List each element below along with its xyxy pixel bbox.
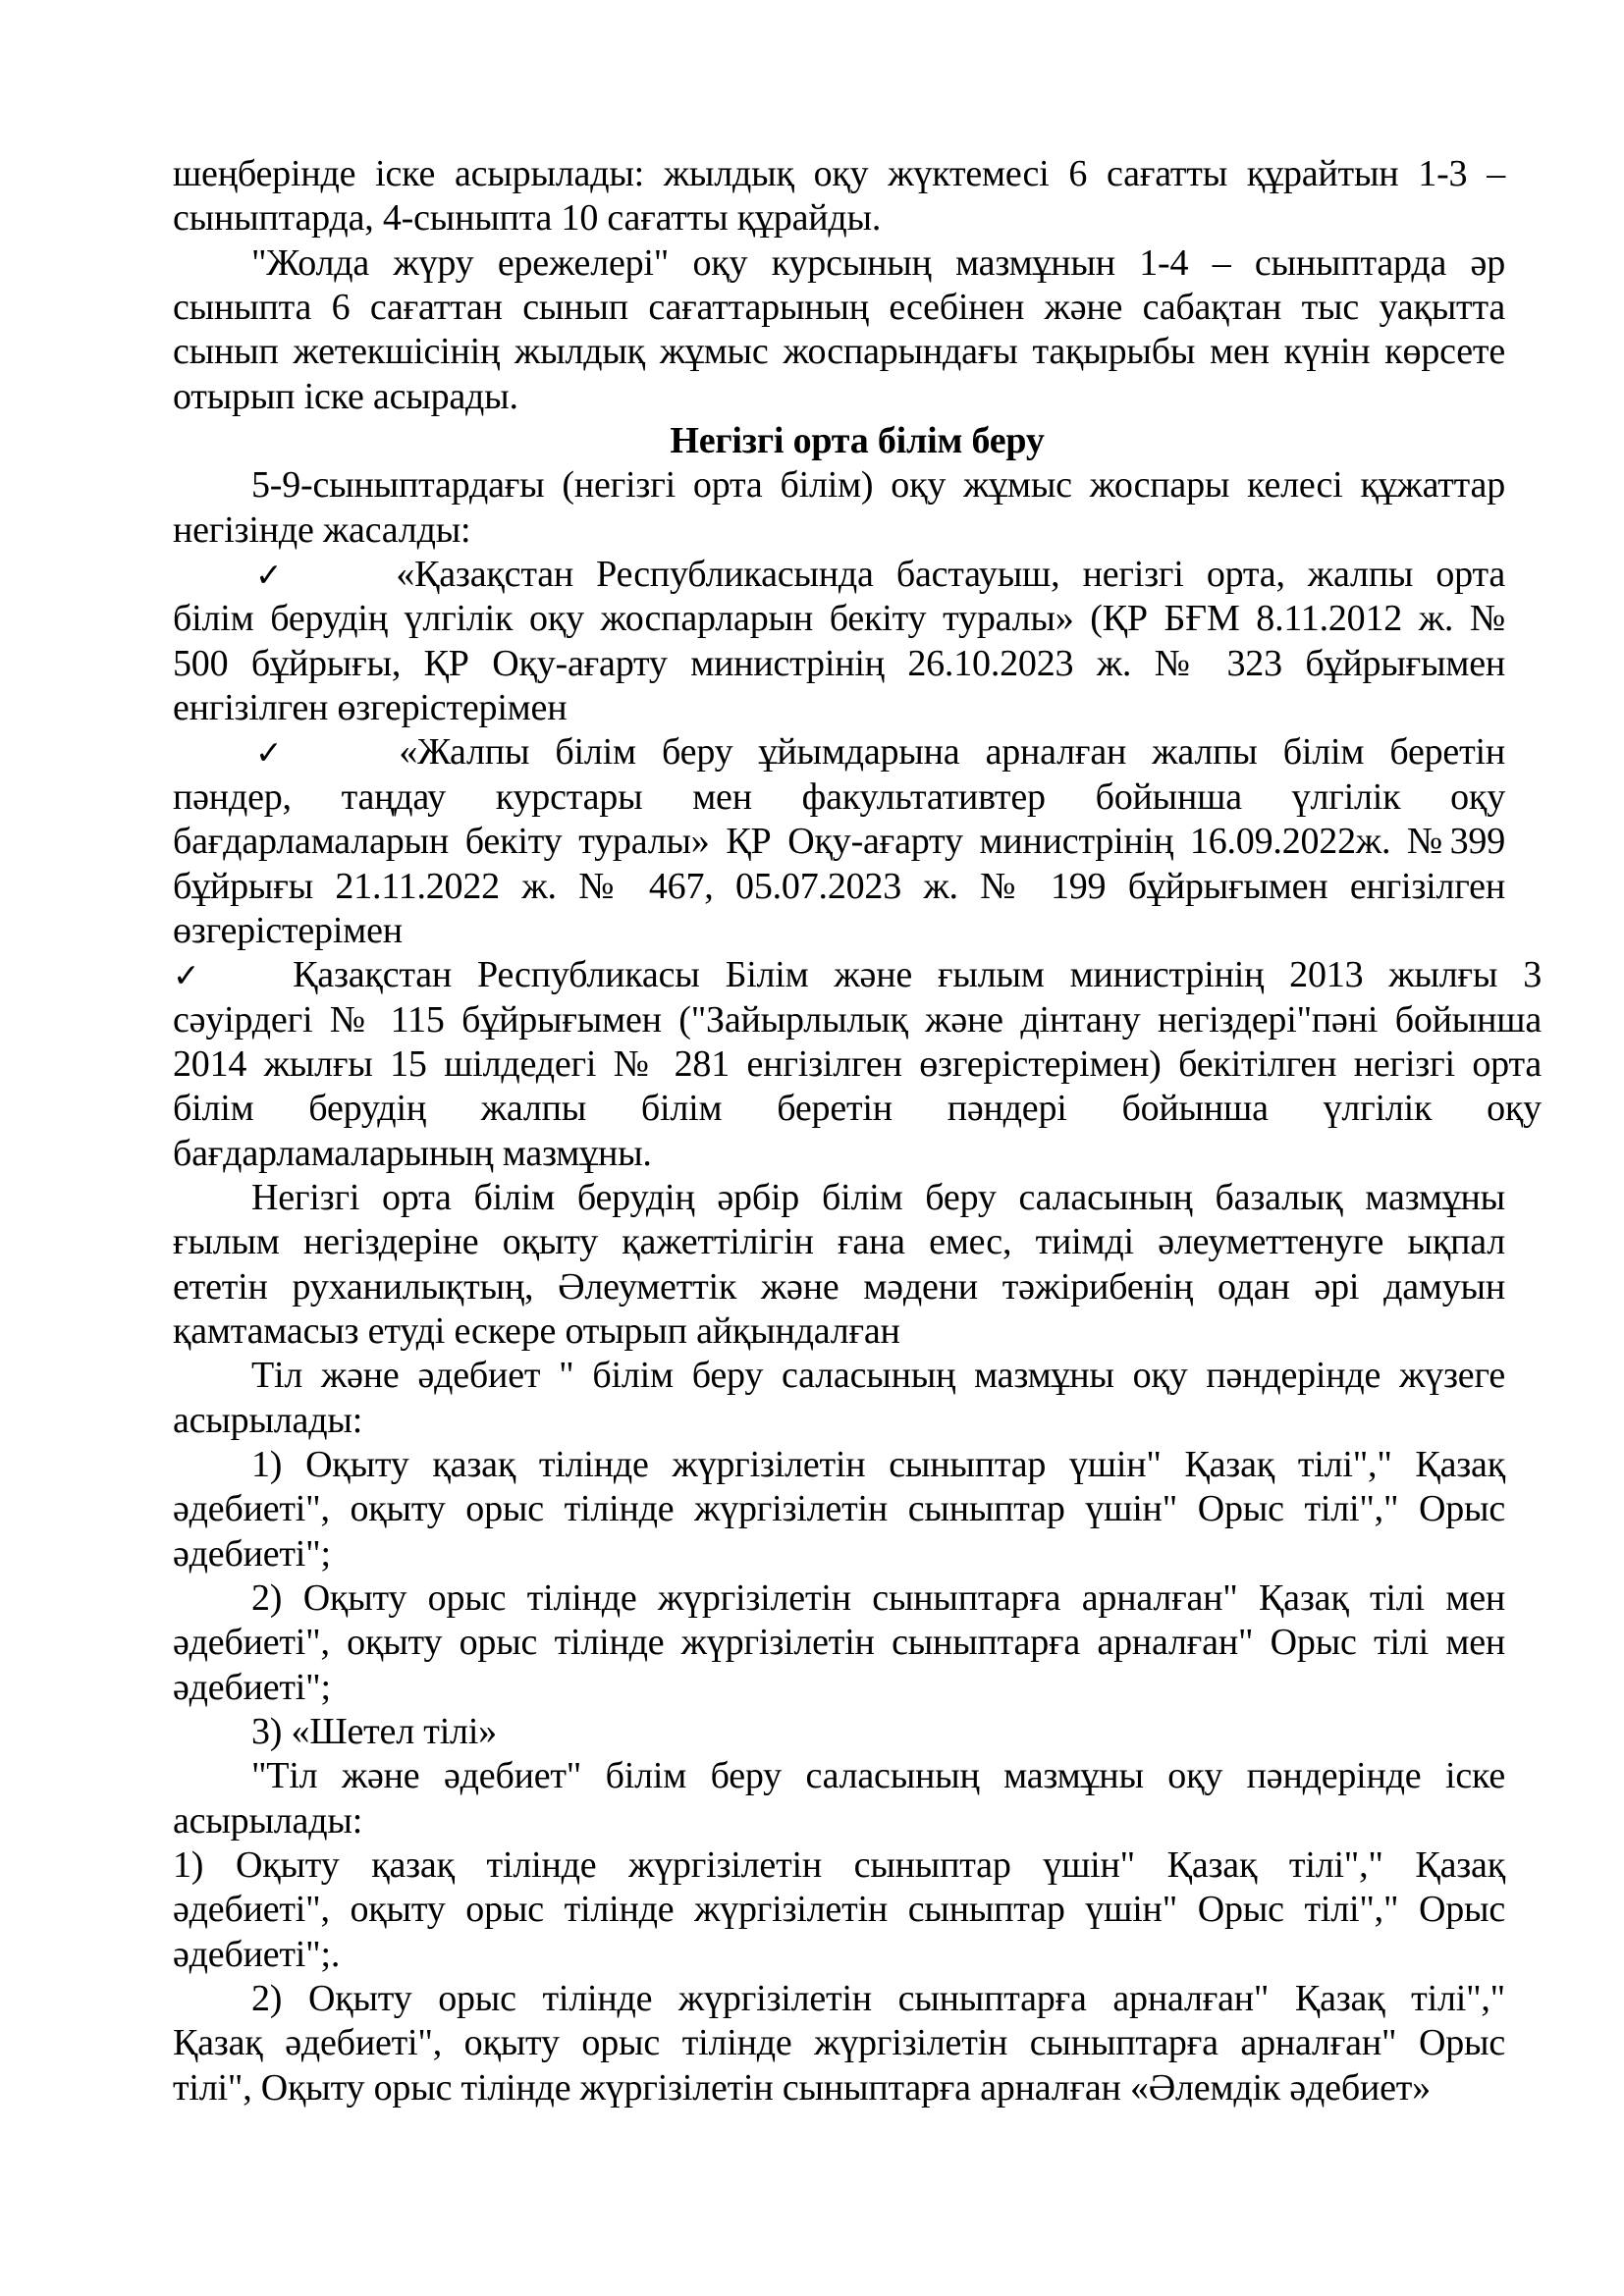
section-heading: Негізгі орта білім беру xyxy=(670,420,1045,462)
text-line: ететін руханилықтың, Әлеуметтік және мәдени тәжірибенің одан әрі дамуын xyxy=(173,1265,1505,1308)
checkmark-icon: ✓ xyxy=(255,556,297,595)
text-line: асырылады: xyxy=(173,1399,363,1441)
text-line: "Жолда жүру ережелері" оқу курсының мазмұнын 1-4 – сыныптарда әр xyxy=(251,241,1505,284)
checklist-item: ✓ «Қазақстан Республикасында бастауыш, негізгі орта, жалпы орта xyxy=(255,554,1505,596)
text-line: Негізгі орта білім берудің әрбір білім беру саласының базалық мазмұны xyxy=(251,1176,1505,1218)
text-line: асырылады: xyxy=(173,1799,363,1842)
text-line: әдебиеті";. xyxy=(173,1933,341,1975)
text-line: 5-9-сыныптардағы (негізгі орта білім) оқу жұмыс жоспары келесі құжаттар xyxy=(251,464,1505,507)
text-line: 3) «Шетел тілі» xyxy=(251,1711,497,1753)
text-line: 1) Оқыту қазақ тілінде жүргізілетін сыныптар үшін" Қазақ тілі"," Қазақ xyxy=(251,1443,1505,1485)
text-line: бағдарламаларын бекіту туралы» ҚР Оқу-ағарту министрінің 16.09.2022ж. №399 xyxy=(173,821,1505,863)
text-line: білім берудің үлгілік оқу жоспарларын бекіту туралы» (ҚР БҒМ 8.11.2012 ж. № xyxy=(173,598,1505,640)
text-line: 2) Оқыту орыс тілінде жүргізілетін сыныптарға арналған" Қазақ тілі"," xyxy=(251,1978,1505,2020)
text-line: сыныптарда, 4-сыныпта 10 сағатты құрайды. xyxy=(173,197,882,240)
text-line: бағдарламаларының мазмұны. xyxy=(173,1132,652,1174)
text-line: отырып іске асырады. xyxy=(173,375,518,417)
text-line: сынып жетекшісінің жылдық жұмыс жоспарындағы тақырыбы мен күнін көрсете xyxy=(173,331,1505,373)
text-line: пәндер, таңдау курстары мен факультативтер бойынша үлгілік оқу xyxy=(173,775,1505,818)
tab-space xyxy=(298,763,399,764)
text-line: Тіл және әдебиет " білім беру саласының мазмұны оқу пәндерінде жүзеге xyxy=(251,1355,1505,1397)
text-line: енгізілген өзгерістерімен xyxy=(173,687,568,729)
text-line: шеңберінде іске асырылады: жылдық оқу жүктемесі 6 сағатты құрайтын 1-3 – xyxy=(173,153,1505,194)
text-line: әдебиеті", оқыту орыс тілінде жүргізілетін сыныптар үшін" Орыс тілі"," Орыс xyxy=(173,1488,1505,1530)
text-line: ғылым негіздеріне оқыту қажеттілігін ғана емес, тиімді әлеуметтенуге ықпал xyxy=(173,1221,1505,1263)
text-line: әдебиеті", оқыту орыс тілінде жүргізілетін сыныптар үшін" Орыс тілі"," Орыс xyxy=(173,1889,1505,1931)
checkmark-icon: ✓ xyxy=(255,733,299,773)
text-line: әдебиеті"; xyxy=(173,1666,331,1708)
text-line: "Тіл және әдебиет" білім беру саласының мазмұны оқу пәндерінде іске xyxy=(251,1755,1505,1797)
text-line: 2014 жылғы 15 шілдедегі № 281 енгізілген өзгерістерімен) бекітілген негізгі орта xyxy=(173,1042,1542,1085)
text-line: сәуірдегі № 115 бұйрығымен ("Зайырлылық және дінтану негіздері"пәні бойынша xyxy=(173,998,1542,1041)
text-line: тілі", Оқыту орыс тілінде жүргізілетін сыныптарға арналған «Әлемдік әдебиет» xyxy=(173,2066,1431,2109)
text-line: сыныпта 6 сағаттан сынып сағаттарының есебінен және сабақтан тыс уақытта xyxy=(173,287,1505,329)
text-line: Қазақ әдебиеті", оқыту орыс тілінде жүргізілетін сыныптарға арналған" Орыс xyxy=(173,2022,1505,2064)
text-line: әдебиеті", оқыту орыс тілінде жүргізілетін сыныптарға арналған" Орыс тілі мен xyxy=(173,1622,1505,1664)
text-line: 500 бұйрығы, ҚР Оқу-ағарту министрінің 26.10.2023 ж. № 323 бұйрығымен xyxy=(173,642,1505,684)
text-line: әдебиеті"; xyxy=(173,1532,331,1575)
checkmark-icon: ✓ xyxy=(173,956,217,995)
text-line: қамтамасыз етуді ескере отырып айқындалған xyxy=(173,1309,900,1352)
text-line: 2) Оқыту орыс тілінде жүргізілетін сыныптарға арналған" Қазақ тілі мен xyxy=(251,1577,1505,1619)
text-line: бұйрығы 21.11.2022 ж. № 467, 05.07.2023 ж. № 199 бұйрығымен енгізілген xyxy=(173,865,1505,907)
checklist-item: ✓ Қазақстан Республикасы Білім және ғылым министрінің 2013 жылғы 3 xyxy=(173,954,1543,996)
checklist-item: ✓ «Жалпы білім беру ұйымдарына арналған жалпы білім беретін xyxy=(255,731,1506,774)
text-line: білім берудің жалпы білім беретін пәндері бойынша үлгілік оқу xyxy=(173,1088,1542,1130)
document-body xyxy=(173,152,1542,2110)
text-line: негізінде жасалды: xyxy=(173,508,471,551)
tab-space xyxy=(216,986,293,987)
text-line: 1) Оқыту қазақ тілінде жүргізілетін сыныптар үшін" Қазақ тілі"," Қазақ xyxy=(173,1844,1505,1887)
tab-space xyxy=(296,585,396,586)
text-line: өзгерістерімен xyxy=(173,909,403,951)
